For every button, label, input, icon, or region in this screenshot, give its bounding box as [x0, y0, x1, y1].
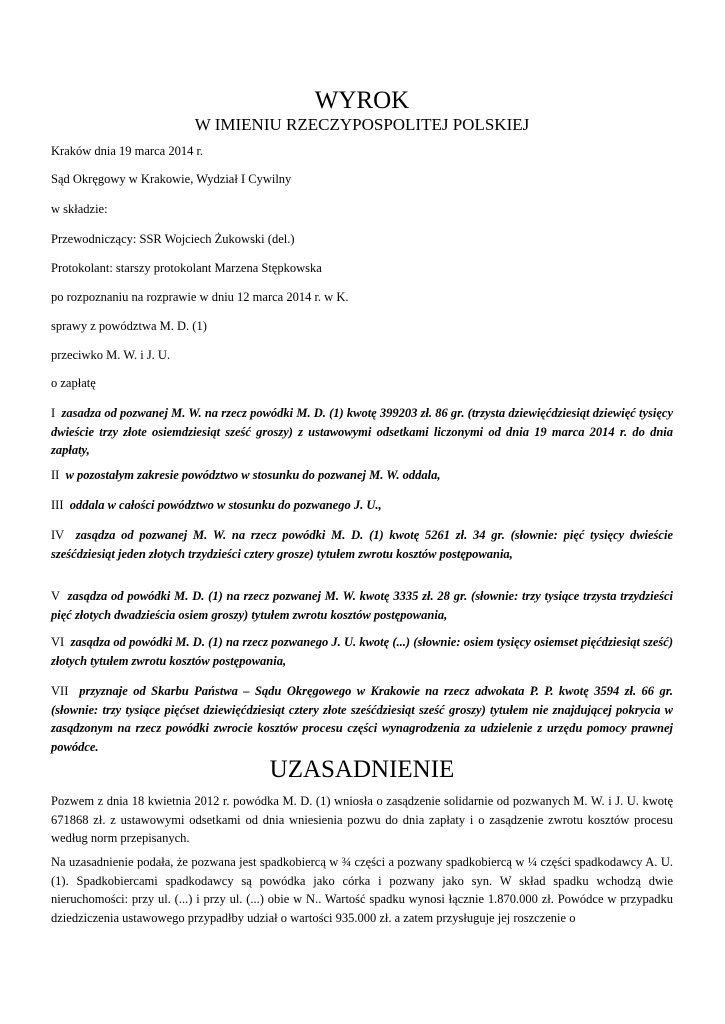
case-subject-line: o zapłatę	[51, 376, 96, 390]
verdict-item-number: II	[51, 468, 60, 482]
hearing-line: po rozpoznaniu na rozprawie w dniu 12 marca 2014 r. w K.	[51, 290, 349, 304]
case-defendants-line: przeciwko M. W. i J. U.	[51, 348, 171, 362]
verdict-item-number: I	[51, 406, 56, 420]
verdict-item-text: zasądza od powódki M. D. (1) na rzecz pozwanego J. U. kwotę (...) (słownie: osiem tysięcy osiemset pięćdziesiąt sześć) złotych tytułem zwrotu kosztów postępowania,	[51, 635, 673, 668]
justification-paragraph-1: Pozwem z dnia 18 kwietnia 2012 r. powódka M. D. (1) wniosła o zasądzenie solidarnie od pozwanych M. W. i J. U. kwotę 671868 zł. z ustawowymi odsetkami od dnia wniesienia pozwu do dnia zapłaty i o zasądzenie zwrotu kosztów procesu według norm przepisanych.	[51, 794, 673, 846]
verdict-item-text: w pozostałym zakresie powództwo w stosunku do pozwanej M. W. oddala,	[65, 468, 441, 482]
verdict-item-5	[51, 587, 673, 624]
date-line: Kraków dnia 19 marca 2014 r.	[51, 144, 204, 158]
verdict-item-number: IV	[51, 528, 65, 542]
composition-line: w składzie:	[51, 202, 108, 216]
verdict-item-number: III	[51, 498, 64, 512]
verdict-item-text: przyznaje od Skarbu Państwa – Sądu Okręgowego w Krakowie na rzecz adwokata P. P. kwotę 3594 zł. 66 gr. (słownie: trzy tysiące pięćset dziewięćdziesiąt cztery złote sześćdziesiąt sześć groszy) tytułem nie znajdującej pokrycia w zasądzonym na rzecz powódki zwrocie kosztów procesu części wynagrodzenia za udzielenie z urzędu pomocy prawnej powódce.	[51, 684, 673, 754]
verdict-item-3	[51, 496, 673, 515]
verdict-item-text: oddala w całości powództwo w stosunku do pozwanego J. U.,	[69, 498, 382, 512]
verdict-item-4	[51, 526, 673, 563]
court-line: Sąd Okręgowy w Krakowie, Wydział I Cywilny	[51, 172, 292, 186]
verdict-item-text: zasądza od powódki M. D. (1) na rzecz pozwanej M. W. kwotę 3335 zł. 28 gr. (słownie: trzy tysiące trzysta trzydzieści pięć złotych dwadzieścia osiem groszy) tytułem zwrotu kosztów postępowania,	[51, 589, 674, 622]
verdict-item-2	[51, 466, 673, 485]
verdict-item-1	[51, 404, 673, 460]
verdict-title: WYROK	[314, 87, 410, 114]
case-claimant-line: sprawy z powództwa M. D. (1)	[51, 319, 207, 333]
verdict-item-number: V	[51, 589, 61, 603]
presiding-judge-line: Przewodniczący: SSR Wojciech Żukowski (del.)	[51, 232, 295, 246]
justification-title: UZASADNIENIE	[269, 756, 455, 783]
verdict-item-text: zasadza od pozwanej M. W. na rzecz powódki M. D. (1) kwotę 399203 zł. 86 gr. (trzysta dziewięćdziesiąt dziewięć tysięcy dwieście trzy złote osiemdziesiąt sześć groszy) z ustawowymi odsetkami liczonymi od dnia 19 marca 2014 r. do dnia zapłaty,	[51, 406, 673, 458]
verdict-item-number: VII	[51, 684, 69, 698]
verdict-item-7	[51, 682, 673, 756]
clerk-line: Protokolant: starszy protokolant Marzena Stępkowska	[51, 261, 322, 275]
verdict-item-text: zasądza od pozwanej M. W. na rzecz powódki M. D. (1) kwotę 5261 zł. 34 gr. (słownie: pięć tysięcy dwieście sześćdziesiąt jeden złotych trzydzieści cztery grosze) tytułem zwrotu kosztów postępowania,	[51, 528, 673, 561]
verdict-item-number: VI	[51, 635, 65, 649]
verdict-subtitle: W IMIENIU RZECZYPOSPOLITEJ POLSKIEJ	[194, 115, 530, 134]
verdict-item-6	[51, 633, 673, 670]
justification-paragraph-2: Na uzasadnienie podała, że pozwana jest spadkobiercą w ¾ części a pozwany spadkobiercą w ¼ części spadkodawcy A. U. (1). Spadkobiercami spadkodawcy są powódka jako córka i pozwany jako syn. W skład spadku wchodzą dwie nieruchomości: przy ul. (...) i przy ul. (...) obie w N.. Wartość spadku wynosi łącznie 1.870.000 zł. Powódce w przypadku dziedziczenia ustawowego przypadłby udział o wartości 935.000 zł. a zatem przysługuje jej roszczenie o	[51, 855, 673, 925]
